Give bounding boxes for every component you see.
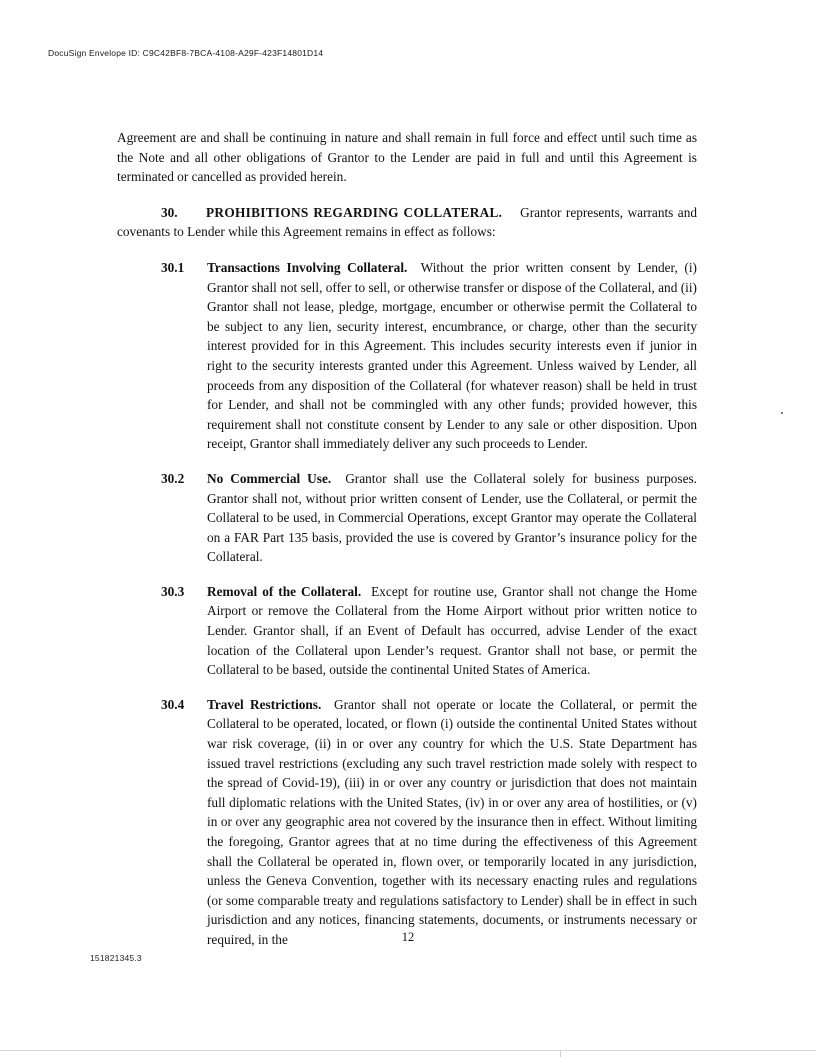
- subsection-title: Transactions Involving Collateral.: [207, 259, 408, 275]
- subsection-30-2: [117, 469, 697, 567]
- subsection-30-1: [117, 258, 697, 454]
- page-bottom-seam: [560, 1051, 561, 1057]
- subsection-spacer: [321, 697, 334, 712]
- subsection-spacer: [361, 584, 371, 599]
- subsection-number: 30.2: [161, 470, 185, 486]
- subsection-title: Travel Restrictions.: [207, 696, 322, 712]
- subsection-number: 30.3: [161, 583, 185, 599]
- section-number: 30.: [161, 204, 178, 220]
- section-intro-spacer: [502, 205, 520, 220]
- subsection-text: Without the prior written consent by Lender, (i) Grantor shall not sell, offer to sell, or otherwise transfer or dispose of the Collateral, and (ii) Grantor shall not lease, pledge, mortgage, encumber or otherwise permit the Collateral to be subject to any lien, security interest, encumbrance, or charge, other than the security interest provided for in this Agreement. This includes security interests even if junior in right to the security interests granted under this Agreement. Unless waived by Lender, all proceeds from any disposition of the Collateral (for whatever reason) shall be held in trust for Lender, and shall not be commingled with any other funds; provided however, this requirement shall not constitute consent by Lender to any sale or other disposition. Upon receipt, Grantor shall immediately deliver any such proceeds to Lender.: [207, 259, 697, 452]
- subsection-number: 30.1: [161, 259, 185, 275]
- lead-paragraph: Agreement are and shall be continuing in nature and shall remain in full force and effect until such time as the Note and all other obligations of Grantor to the Lender are paid in full and until this Agreement is terminated or cancelled as provided herein.: [117, 130, 697, 185]
- document-body: [117, 128, 697, 965]
- docusign-envelope-id: DocuSign Envelope ID: C9C42BF8-7BCA-4108-A29F-423F14801D14: [48, 48, 324, 58]
- subsection-text: Except for routine use, Grantor shall not change the Home Airport or remove the Collateral from the Home Airport without prior written notice to Lender. Grantor shall, if an Event of Default has occurred, advise Lender of the exact location of the Collateral upon Lender’s request. Grantor shall not base, or permit the Collateral to be based, outside the continental United States of America.: [207, 583, 698, 678]
- page-number: 12: [401, 930, 415, 944]
- subsection-30-4: [117, 695, 697, 950]
- subsection-number: 30.4: [161, 696, 185, 712]
- subsection-text: Grantor shall use the Collateral solely for business purposes. Grantor shall not, without prior written consent of Lender, use the Collateral, or permit the Collateral to be used, in Commercial Operations, except Grantor may operate the Collateral on a FAR Part 135 basis, provided the use is covered by Grantor’s insurance policy for the Collateral.: [207, 470, 697, 565]
- subsection-title: No Commercial Use.: [207, 470, 332, 486]
- section-title: PROHIBITIONS REGARDING COLLATERAL.: [206, 204, 503, 220]
- section-heading: [117, 203, 697, 242]
- subsection-title: Removal of the Collateral.: [207, 583, 362, 599]
- subsection-text: Grantor shall not operate or locate the Collateral, or permit the Collateral to be operated, located, or flown (i) outside the continental United States without war risk coverage, (ii) in or over any country for which the U.S. State Department has issued travel restrictions (excluding any such travel restriction made solely with respect to the spread of Covid-19), (iii) in or over any country or jurisdiction that does not maintain full diplomatic relations with the United States, (iv) in or over any area of hostilities, or (v) in or over any geographic area not covered by the insurance then in effect. Without limiting the foregoing, Grantor agrees that at no time during the effectiveness of this Agreement shall the Collateral be operated in, flown over, or temporarily located in any jurisdiction, unless the Geneva Convention, together with its necessary enacting rules and regulations (or some comparable treaty and regulations satisfactory to Lender) shall be in effect in such jurisdiction and any notices, financing statements, documents, or instruments necessary or required, in the: [207, 696, 698, 947]
- subsection-spacer: [331, 471, 345, 486]
- subsection-spacer: [407, 260, 420, 275]
- page-edge-mark: [781, 412, 783, 414]
- subsection-30-3: [117, 582, 697, 680]
- section-intro: Grantor represents, warrants and covenants to Lender while this Agreement remains in effect as follows:: [117, 204, 697, 240]
- footer-reference: 151821345.3: [90, 953, 142, 963]
